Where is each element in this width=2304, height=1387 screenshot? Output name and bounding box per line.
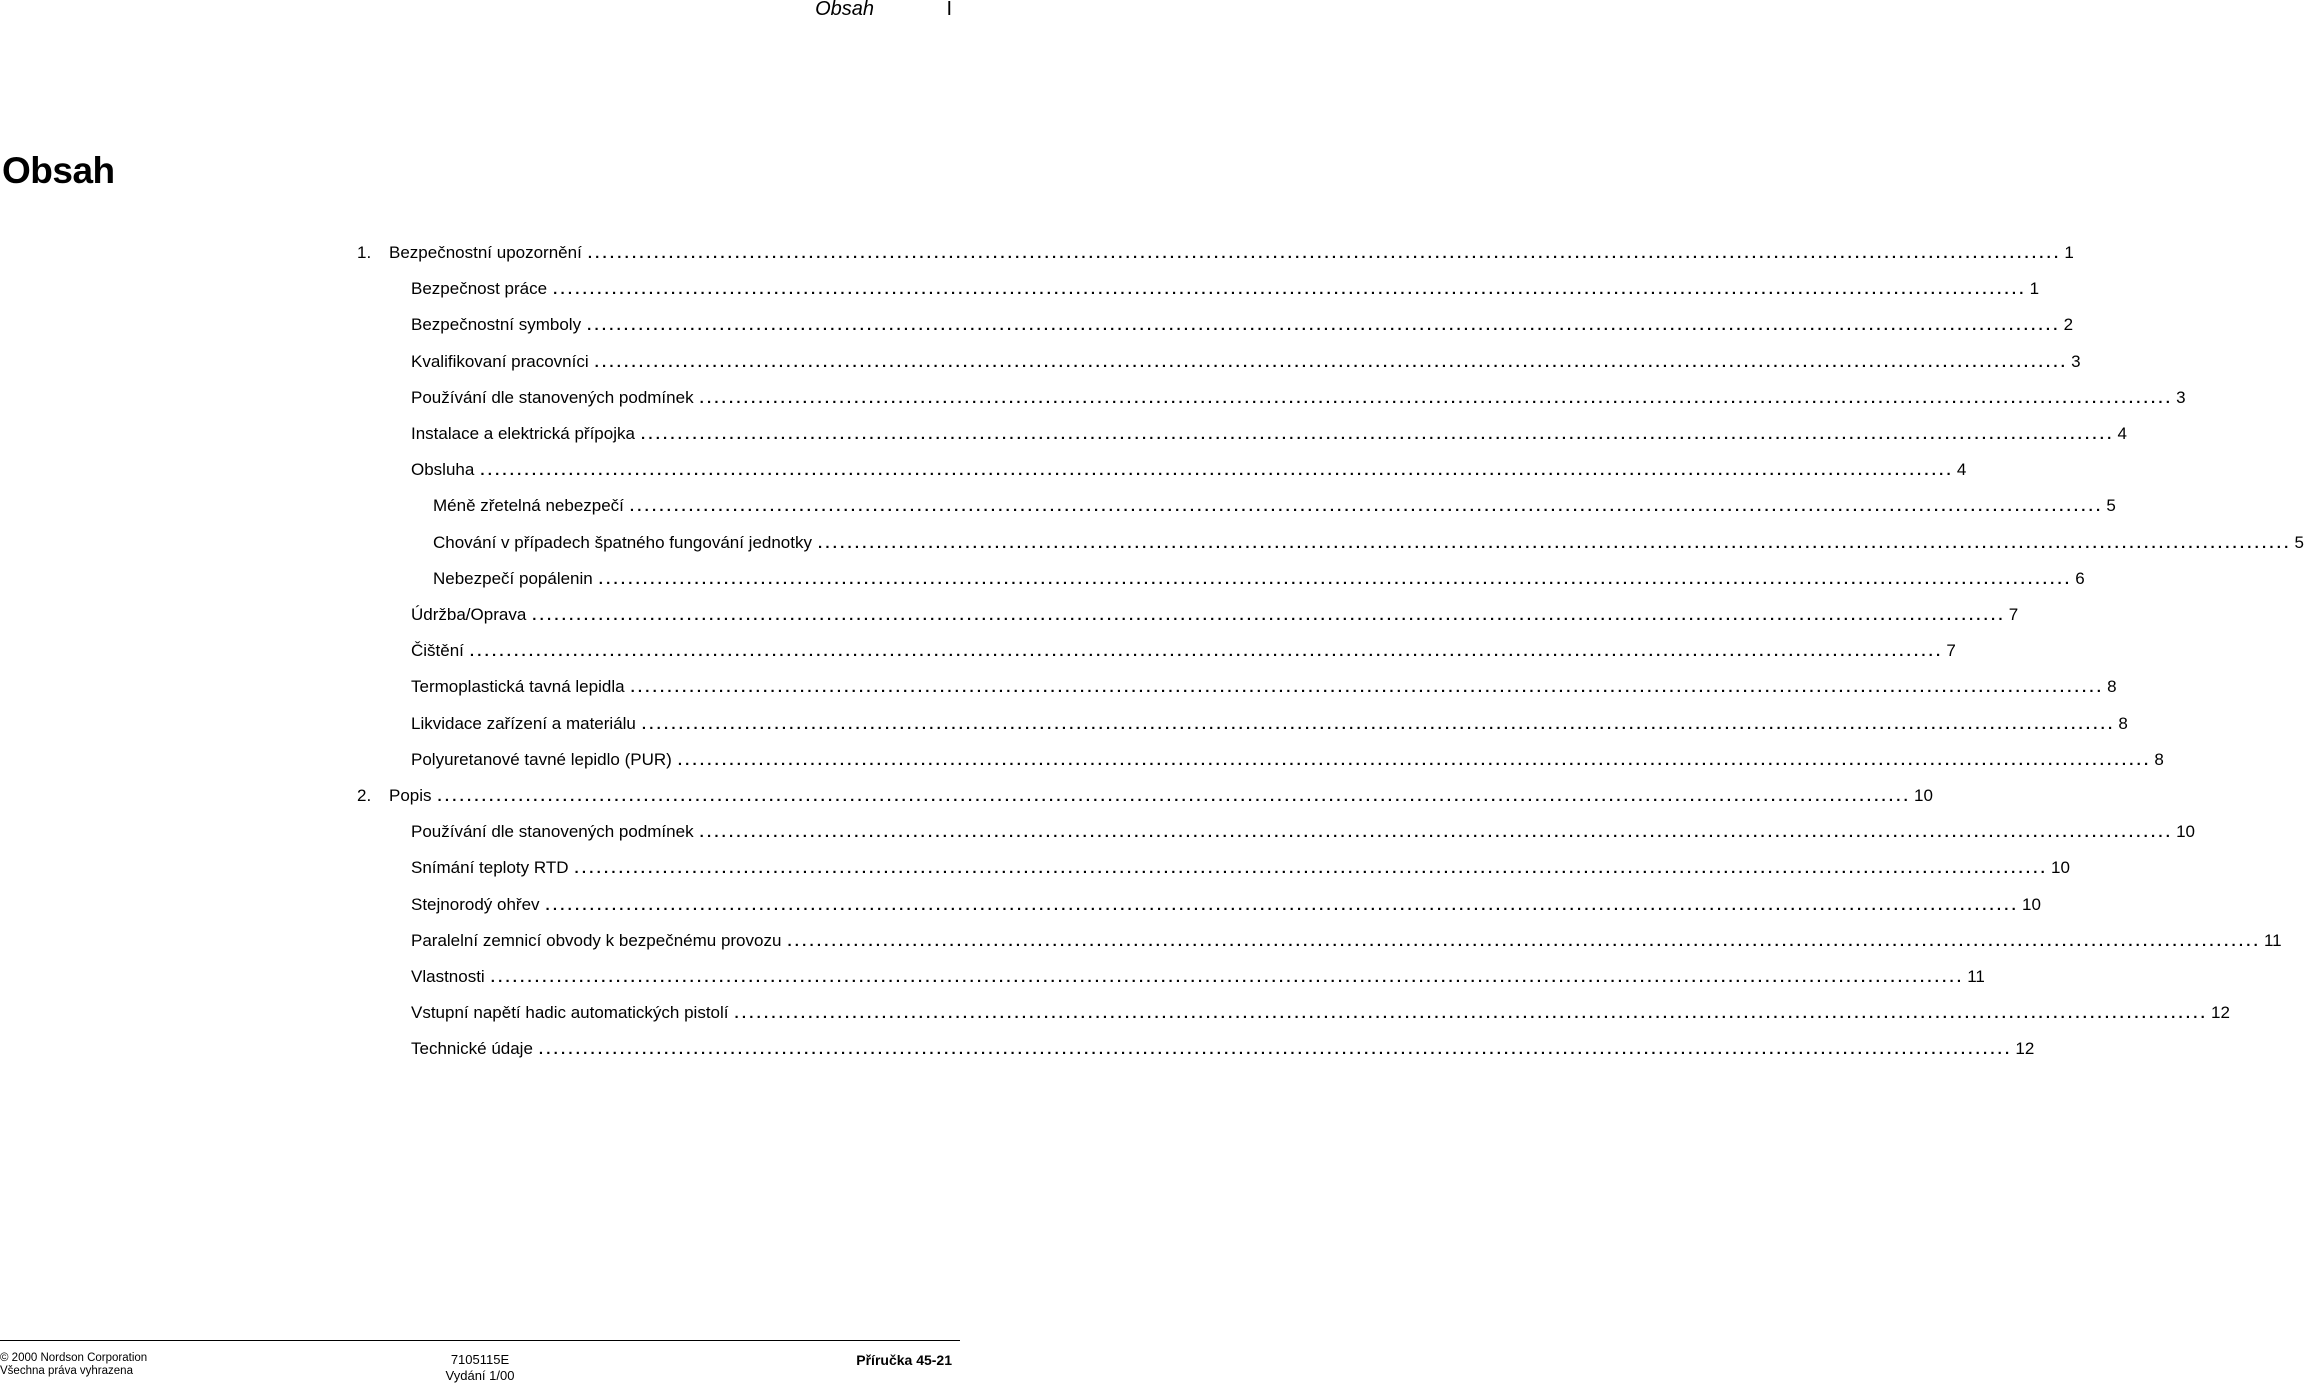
toc-entry[interactable] bbox=[0, 383, 2186, 413]
toc-entry-page: 8 bbox=[2107, 677, 2117, 697]
toc-entry-page: 6 bbox=[2075, 568, 2085, 588]
toc-dot-leader: ........................................................................................................................................................................................................ bbox=[532, 607, 2006, 624]
toc-entry-page: 7 bbox=[2008, 605, 2019, 624]
toc-entry-title: Snímání teploty RTD bbox=[411, 858, 569, 878]
toc-dot-leader: ........................................................................................................................................................................................................ bbox=[699, 824, 2174, 842]
toc-dot-leader: ........................................................................................................................................................................................................ bbox=[629, 498, 2104, 516]
toc-dot-leader: ........................................................................................................................................................................................................ bbox=[677, 751, 2152, 769]
toc-dot-leader: ........................................................................................................................................................................................................ bbox=[734, 1005, 2209, 1023]
toc-dot-leader: ........................................................................................................................................................................................................ bbox=[598, 570, 2073, 588]
toc-dot-leader: ........................................................................................................................................................................................................ bbox=[469, 643, 1944, 661]
toc-entry-page: 11 bbox=[1967, 967, 1985, 986]
footer-doc-number: 7105115E bbox=[450, 1352, 510, 1367]
toc-entry-title: Bezpečnostní upozornění bbox=[389, 243, 582, 262]
toc-entry-page: 3 bbox=[2176, 387, 2186, 407]
toc-entry[interactable] bbox=[0, 491, 2116, 521]
footer-divider bbox=[0, 1340, 960, 1341]
toc-dot-leader: ........................................................................................................................................................................................................ bbox=[437, 788, 1912, 805]
toc-entry-title: Bezpečnost práce bbox=[411, 279, 548, 299]
toc-entry[interactable] bbox=[0, 890, 2041, 920]
toc-entry-page: 2 bbox=[2063, 315, 2074, 335]
toc-entry[interactable] bbox=[0, 962, 1985, 992]
toc-entry[interactable] bbox=[0, 926, 2282, 956]
page-title: Obsah bbox=[2, 150, 115, 191]
toc-entry-title: Paralelní zemnicí obvody k bezpečnému provozu bbox=[411, 930, 782, 950]
toc-entry[interactable] bbox=[0, 853, 2070, 883]
toc-dot-leader: ........................................................................................................................................................................................................ bbox=[574, 860, 2048, 878]
toc-dot-leader: ........................................................................................................................................................................................................ bbox=[594, 353, 2069, 371]
footer-edition: Vydání 1/00 bbox=[445, 1368, 515, 1383]
toc-entry-page: 10 bbox=[2176, 822, 2195, 842]
toc-entry-page: 10 bbox=[2022, 894, 2041, 914]
running-header-page-roman: I bbox=[946, 0, 952, 20]
toc-entry-title: Likvidace zařízení a materiálu bbox=[411, 713, 636, 733]
toc-entry[interactable] bbox=[0, 998, 2230, 1028]
toc-entry-title: Stejnorodý ohřev bbox=[411, 894, 540, 914]
toc-dot-leader: ........................................................................................................................................................................................................ bbox=[640, 426, 2115, 443]
toc-entry[interactable] bbox=[0, 1034, 2035, 1064]
toc-entry-page: 1 bbox=[2029, 279, 2040, 299]
toc-entry[interactable] bbox=[0, 672, 2117, 702]
toc-dot-leader: ........................................................................................................................................................................................................ bbox=[818, 534, 2292, 552]
toc-dot-leader: ........................................................................................................................................................................................................ bbox=[553, 281, 2027, 299]
toc-entry-page: 8 bbox=[2154, 749, 2164, 769]
toc-dot-leader: ........................................................................................................................................................................................................ bbox=[545, 896, 2020, 914]
footer-center bbox=[0, 1352, 960, 1384]
toc-entry-page: 7 bbox=[1946, 641, 1956, 661]
toc-entry-page: 11 bbox=[2263, 930, 2282, 950]
toc-entry-title: Instalace a elektrická přípojka bbox=[411, 424, 635, 443]
toc-entry-title: Vlastnosti bbox=[411, 967, 485, 986]
toc-entry-page: 5 bbox=[2294, 532, 2304, 552]
toc-entry-title: Nebezpečí popálenin bbox=[433, 568, 593, 588]
toc-dot-leader: ........................................................................................................................................................................................................ bbox=[587, 317, 2061, 335]
toc-entry-title: Popis bbox=[389, 786, 432, 805]
toc-entry-page: 5 bbox=[2106, 496, 2116, 516]
toc-dot-leader: ........................................................................................................................................................................................................ bbox=[490, 969, 1965, 986]
toc-entry[interactable] bbox=[0, 347, 2081, 377]
toc-entry-number: 2. bbox=[357, 786, 372, 805]
toc-dot-leader: ........................................................................................................................................................................................................ bbox=[630, 679, 2105, 697]
toc-dot-leader: ........................................................................................................................................................................................................ bbox=[699, 389, 2174, 407]
toc-entry-page: 4 bbox=[2117, 424, 2127, 443]
toc-entry-title: Používání dle stanovených podmínek bbox=[411, 822, 694, 842]
toc-entry-page: 8 bbox=[2118, 713, 2128, 733]
toc-entry-number: 1. bbox=[357, 243, 372, 262]
toc-entry-page: 12 bbox=[2015, 1039, 2035, 1059]
running-header-title: Obsah bbox=[815, 0, 874, 20]
toc-entry[interactable] bbox=[0, 636, 1956, 666]
toc-entry-title: Termoplastická tavná lepidla bbox=[411, 677, 625, 697]
toc-entry[interactable] bbox=[0, 274, 2040, 304]
toc-dot-leader: ........................................................................................................................................................................................................ bbox=[641, 715, 2116, 733]
toc-entry-title: Čištění bbox=[411, 641, 464, 661]
toc-entry[interactable] bbox=[0, 528, 2304, 558]
toc-dot-leader: ........................................................................................................................................................................................................ bbox=[538, 1041, 2013, 1059]
toc-entry-title: Údržba/Oprava bbox=[411, 605, 527, 624]
toc-entry[interactable] bbox=[0, 745, 2164, 775]
toc-entry[interactable] bbox=[0, 781, 1933, 811]
toc-dot-leader: ........................................................................................................................................................................................................ bbox=[480, 462, 1954, 480]
toc-entry-page: 1 bbox=[2064, 243, 2074, 262]
toc-entry-page: 10 bbox=[2050, 858, 2070, 878]
footer-rights: Všechna práva vyhrazena bbox=[0, 1365, 133, 1377]
toc-entry[interactable] bbox=[0, 455, 1967, 485]
toc-entry-title: Polyuretanové tavné lepidlo (PUR) bbox=[411, 749, 672, 769]
toc-entry-title: Kvalifikovaní pracovníci bbox=[411, 351, 589, 371]
toc-dot-leader: ........................................................................................................................................................................................................ bbox=[587, 245, 2062, 262]
toc-entry-title: Technické údaje bbox=[411, 1039, 533, 1059]
toc-entry[interactable] bbox=[0, 817, 2195, 847]
toc-entry-title: Obsluha bbox=[411, 460, 475, 480]
toc-entry-title: Bezpečnostní symboly bbox=[411, 315, 582, 335]
toc-entry[interactable] bbox=[0, 564, 2085, 594]
toc-entry-title: Chování v případech špatného fungování jednotky bbox=[433, 532, 812, 552]
toc-entry[interactable] bbox=[0, 238, 2074, 268]
toc-entry[interactable] bbox=[0, 310, 2074, 340]
toc-entry-page: 12 bbox=[2211, 1003, 2230, 1023]
toc-entry-page: 10 bbox=[1914, 786, 1933, 805]
toc-entry-page: 4 bbox=[1956, 460, 1967, 480]
toc-entry-title: Méně zřetelná nebezpečí bbox=[433, 496, 624, 516]
toc-entry[interactable] bbox=[0, 419, 2127, 449]
toc-entry[interactable] bbox=[0, 600, 2019, 630]
toc-entry-page: 3 bbox=[2071, 351, 2081, 371]
toc-dot-leader: ........................................................................................................................................................................................................ bbox=[787, 932, 2261, 950]
toc-entry-title: Používání dle stanovených podmínek bbox=[411, 387, 694, 407]
toc-entry[interactable] bbox=[0, 709, 2128, 739]
footer-copyright: © 2000 Nordson Corporation bbox=[0, 1352, 148, 1364]
footer-manual: Příručka 45-21 bbox=[856, 1352, 952, 1368]
toc-entry-title: Vstupní napětí hadic automatických pistolí bbox=[411, 1003, 729, 1023]
